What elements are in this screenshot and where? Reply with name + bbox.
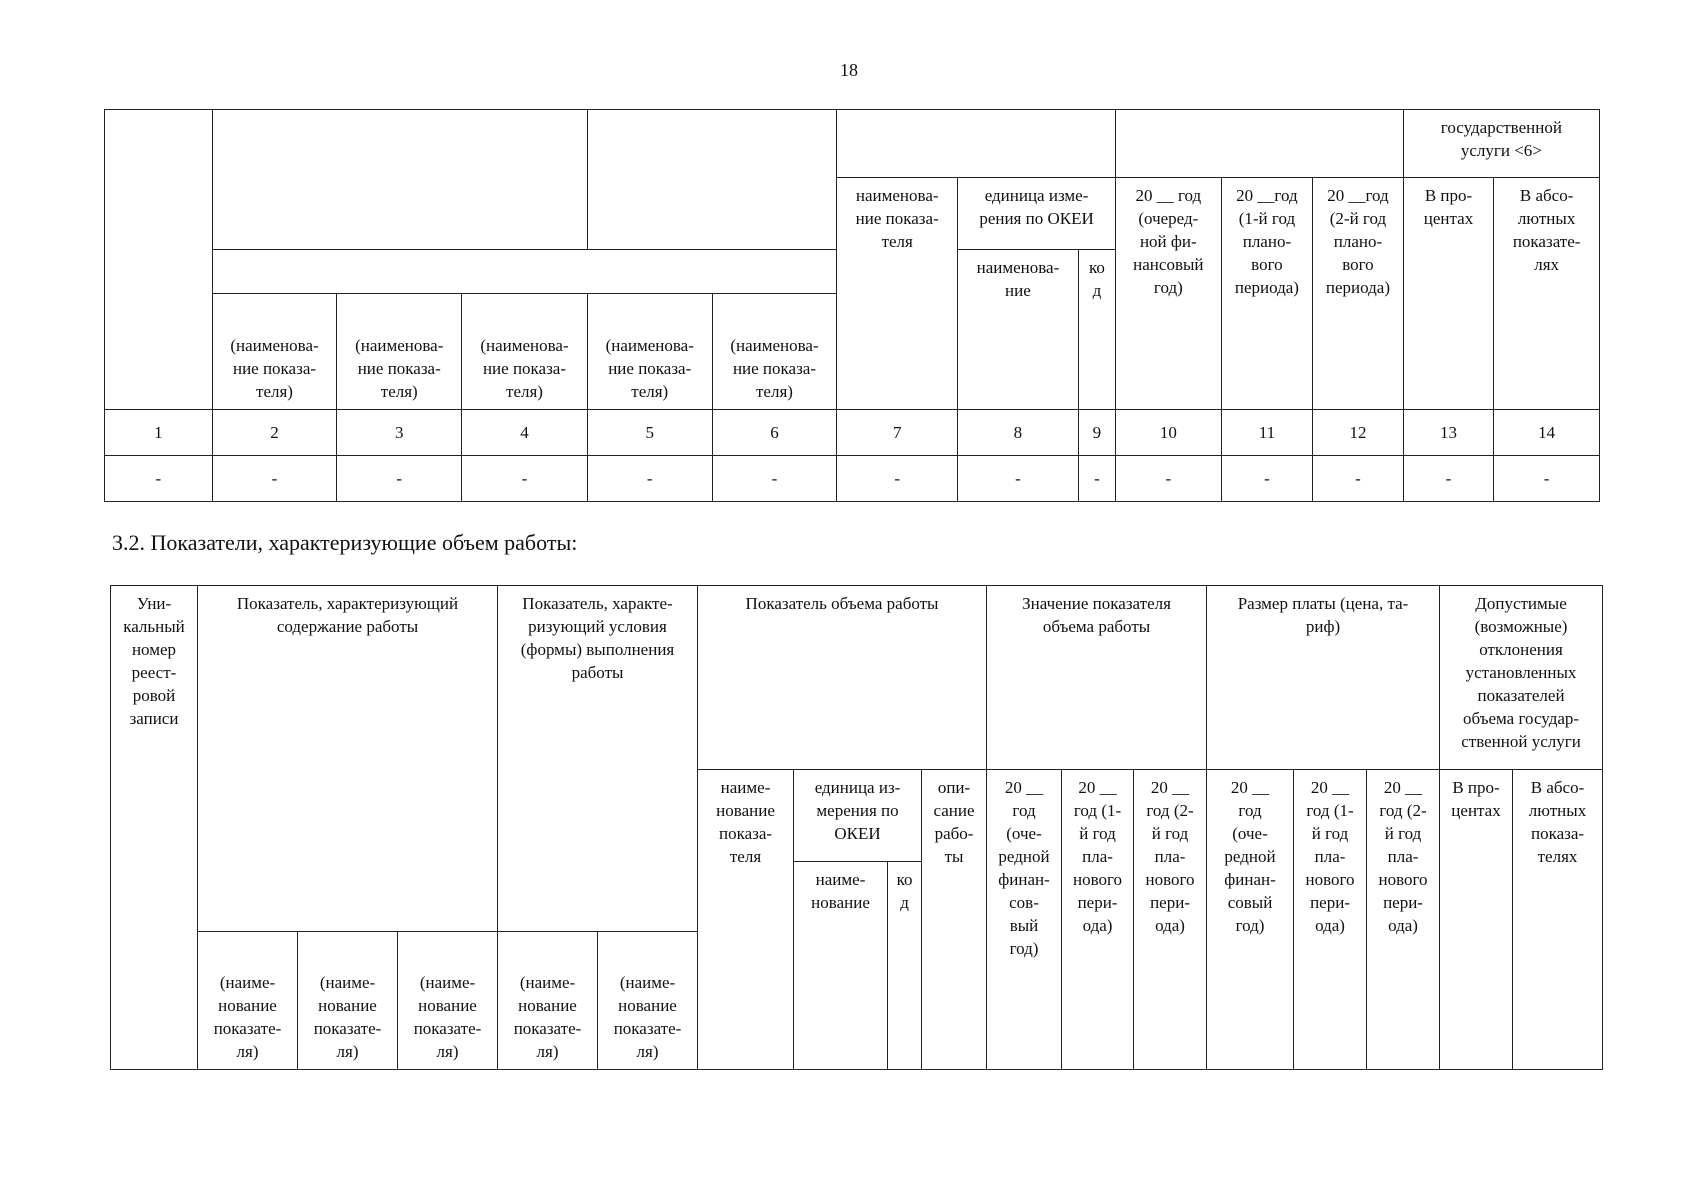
t1-dash-cell: - <box>1116 456 1222 502</box>
t1-dash-cell: - <box>958 456 1079 502</box>
t2-name-placeholder: (наиме- нование показате- ля) <box>198 932 298 1070</box>
t1-header-blank-conditions <box>587 110 836 250</box>
t1-header-spacer <box>212 250 837 294</box>
t2-fee-plan1-header: 20 __ год (1- й год пла- нового пери- ода) <box>1294 770 1367 1070</box>
t1-column-number: 1 <box>105 410 213 456</box>
t1-column-number: 12 <box>1313 410 1404 456</box>
t1-name-placeholder: (наименова- ние показа- теля) <box>587 294 712 410</box>
t2-allowed-deviations-header: Допустимые (возможные) отклонения установленных показателей объема государ- ственной услуги <box>1440 586 1603 770</box>
section-heading: 3.2. Показатели, характеризующие объем работы: <box>112 530 578 555</box>
t1-dash-cell: - <box>837 456 958 502</box>
t1-dash-cell: - <box>1078 456 1115 502</box>
t1-dash-cell: - <box>712 456 837 502</box>
t2-value-current-header: 20 __ год (оче- редной финан- сов- вый год) <box>987 770 1062 1070</box>
t1-name-placeholder: (наименова- ние показа- теля) <box>462 294 588 410</box>
work-volume-table <box>110 585 1603 1070</box>
t2-value-plan1-header: 20 __ год (1- й год пла- нового пери- ода) <box>1062 770 1134 1070</box>
t2-deviation-percent-header: В про- центах <box>1440 770 1513 1070</box>
quality-indicators-table <box>104 109 1600 502</box>
t1-column-number: 6 <box>712 410 837 456</box>
t1-header-blank-1 <box>105 110 213 410</box>
t1-unit-name-header: наименова- ние <box>958 250 1079 410</box>
page-number: 18 <box>840 60 858 80</box>
t1-column-number: 10 <box>1116 410 1222 456</box>
t1-dash-cell: - <box>105 456 213 502</box>
t1-column-number: 3 <box>337 410 462 456</box>
t1-name-placeholder: (наименова- ние показа- теля) <box>337 294 462 410</box>
t2-unit-name-header: наиме- нование <box>794 862 888 1070</box>
t1-name-placeholder: (наименова- ние показа- теля) <box>212 294 337 410</box>
t2-work-description-header: опи- сание рабо- ты <box>922 770 987 1070</box>
t1-column-numbers-row <box>105 410 1600 456</box>
t1-dash-cell: - <box>462 456 588 502</box>
t1-deviation-percent-header: В про- центах <box>1403 178 1494 410</box>
t1-year-plan1-header: 20 __год (1-й год плано- вого периода) <box>1221 178 1313 410</box>
t1-dash-cell: - <box>1403 456 1494 502</box>
t2-name-placeholder: (наиме- нование показате- ля) <box>598 932 698 1070</box>
t1-unit-okei-header: единица изме- рения по ОКЕИ <box>958 178 1116 250</box>
t2-content-indicator-header: Показатель, характеризующий содержание работы <box>198 586 498 932</box>
t1-column-number: 7 <box>837 410 958 456</box>
t1-unit-code-header: ко д <box>1078 250 1115 410</box>
t1-header-deviation-title: государственной услуги <6> <box>1403 110 1599 178</box>
t2-unit-code-header: ко д <box>888 862 922 1070</box>
t1-header-blank-values <box>1116 110 1404 178</box>
t2-name-placeholder: (наиме- нование показате- ля) <box>498 932 598 1070</box>
t2-name-placeholder: (наиме- нование показате- ля) <box>298 932 398 1070</box>
t2-indicator-name-header: наиме- нование показа- теля <box>698 770 794 1070</box>
t1-dash-cell: - <box>337 456 462 502</box>
t1-indicator-name-header: наименова- ние показа- теля <box>837 178 958 410</box>
t1-deviation-absolute-header: В абсо- лютных показате- лях <box>1494 178 1600 410</box>
t1-name-placeholder: (наименова- ние показа- теля) <box>712 294 837 410</box>
t1-dash-cell: - <box>1494 456 1600 502</box>
t1-column-number: 13 <box>1403 410 1494 456</box>
t2-conditions-indicator-header: Показатель, характе- ризующий условия (формы) выполнения работы <box>498 586 698 932</box>
t2-volume-indicator-header: Показатель объема работы <box>698 586 987 770</box>
t1-column-number: 11 <box>1221 410 1313 456</box>
t1-dash-cell: - <box>1221 456 1313 502</box>
t2-name-placeholder: (наиме- нование показате- ля) <box>398 932 498 1070</box>
t2-unique-number-header: Уни- кальный номер реест- ровой записи <box>111 586 198 1070</box>
t1-column-number: 4 <box>462 410 588 456</box>
t1-column-number: 5 <box>587 410 712 456</box>
t2-deviation-absolute-header: В абсо- лютных показа- телях <box>1513 770 1603 1070</box>
t2-fee-size-header: Размер платы (цена, та- риф) <box>1207 586 1440 770</box>
t1-data-row <box>105 456 1600 502</box>
t2-volume-value-header: Значение показателя объема работы <box>987 586 1207 770</box>
t1-column-number: 14 <box>1494 410 1600 456</box>
t2-unit-okei-header: единица из- мерения по ОКЕИ <box>794 770 922 862</box>
t1-header-blank-content <box>212 110 587 250</box>
t2-fee-plan2-header: 20 __ год (2- й год пла- нового пери- ода) <box>1367 770 1440 1070</box>
t1-dash-cell: - <box>212 456 337 502</box>
t1-column-number: 8 <box>958 410 1079 456</box>
t2-value-plan2-header: 20 __ год (2- й год пла- нового пери- ода) <box>1134 770 1207 1070</box>
t2-fee-current-header: 20 __ год (оче- редной финан- совый год) <box>1207 770 1294 1070</box>
t1-year-plan2-header: 20 __год (2-й год плано- вого периода) <box>1313 178 1404 410</box>
t1-year-current-header: 20 __ год (очеред- ной фи- нансовый год) <box>1116 178 1222 410</box>
t1-column-number: 9 <box>1078 410 1115 456</box>
t1-header-blank-quality <box>837 110 1116 178</box>
t1-dash-cell: - <box>1313 456 1404 502</box>
t1-column-number: 2 <box>212 410 337 456</box>
t1-dash-cell: - <box>587 456 712 502</box>
